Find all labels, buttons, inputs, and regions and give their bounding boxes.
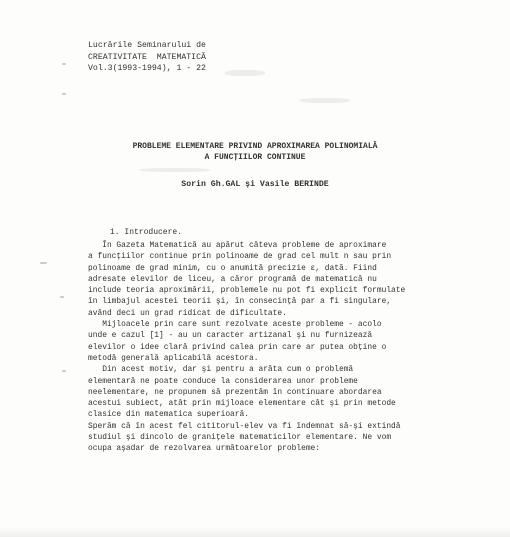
- body-line: include teoria aproximării, problemele nu pot fi explicit formulate: [88, 286, 406, 296]
- scan-edge-mark: [40, 262, 47, 264]
- body-line: studiul şi dincolo de graniţele matematicilor elementare. Ne vom: [88, 433, 392, 443]
- paper-title-line2: A FUNCŢIILOR CONTINUE: [204, 153, 306, 162]
- scan-smudge: [300, 98, 350, 103]
- body-line: unde e cazul [1] - au un caracter artizanal şi nu furnizează: [88, 331, 373, 341]
- scan-edge-mark: [60, 296, 64, 298]
- body-line: metodă generală aplicabilă acestora.: [88, 353, 259, 363]
- body-line: elevilor o idee clară privind calea prin care ar putea obţine o: [88, 342, 387, 352]
- body-line: elementară ne poate conduce la considerarea unor probleme: [88, 376, 358, 386]
- journal-header: [88, 40, 206, 75]
- section-heading: 1. Introducere.: [110, 228, 183, 237]
- body-line: Sperăm că în acest fel cititorul-elev va fi îndemnat să-şi extindă: [88, 421, 401, 431]
- paper-authors: Sorin Gh.GAL şi Vasile BERINDE: [181, 180, 329, 189]
- scan-smudge: [140, 168, 210, 172]
- body-line: în limbajul acestei teorii şi, în consecinţă par a fi singulare,: [88, 297, 392, 307]
- scan-bottom-shadow: [0, 527, 510, 537]
- body-line: neelementare, ne propunem să prezentăm în continuare abordarea: [88, 387, 382, 397]
- paper-title: [0, 141, 510, 163]
- body-line: având deci un grad ridicat de dificultate.: [88, 308, 287, 318]
- body-line: adresate elevilor de liceu, a căror programă de matematică nu: [88, 274, 377, 284]
- body-line: Din acest motiv, dar şi pentru a arăta cum o problemă: [88, 365, 354, 375]
- body-line: a funcţiilor continue prin polinoame de grad cel mult n sau prin: [88, 252, 392, 262]
- journal-volume-line: Vol.3(1993-1994), 1 - 22: [88, 64, 206, 73]
- scan-edge-mark: [62, 63, 66, 65]
- paper-title-line1: PROBLEME ELEMENTARE PRIVIND APROXIMAREA POLINOMIALĂ: [132, 142, 378, 151]
- scan-edge-mark: [62, 93, 66, 95]
- scan-smudge: [225, 70, 265, 76]
- scan-edge-mark: [62, 370, 66, 372]
- body-line: În Gazeta Matematică au apărut câteva probleme de aproximare: [88, 241, 387, 250]
- body-line: acestui subiect, atât prin mijloace elementare cât şi prin metode: [88, 399, 396, 409]
- body-text: [88, 240, 433, 455]
- journal-name-line2: CREATIVITATE MATEMATICĂ: [88, 52, 206, 62]
- body-line: ocupa aşadar de rezolvarea următoarelor probleme:: [88, 444, 321, 454]
- journal-name-line1: Lucrările Seminarului de: [88, 41, 206, 50]
- body-line: clasice din matematica superioară.: [88, 410, 249, 420]
- body-line: Mijloacele prin care sunt rezolvate aceste probleme - acolo: [88, 320, 382, 330]
- body-line: polinoame de grad minim, cu o anumită precizie ε, dată. Fiind: [88, 263, 377, 273]
